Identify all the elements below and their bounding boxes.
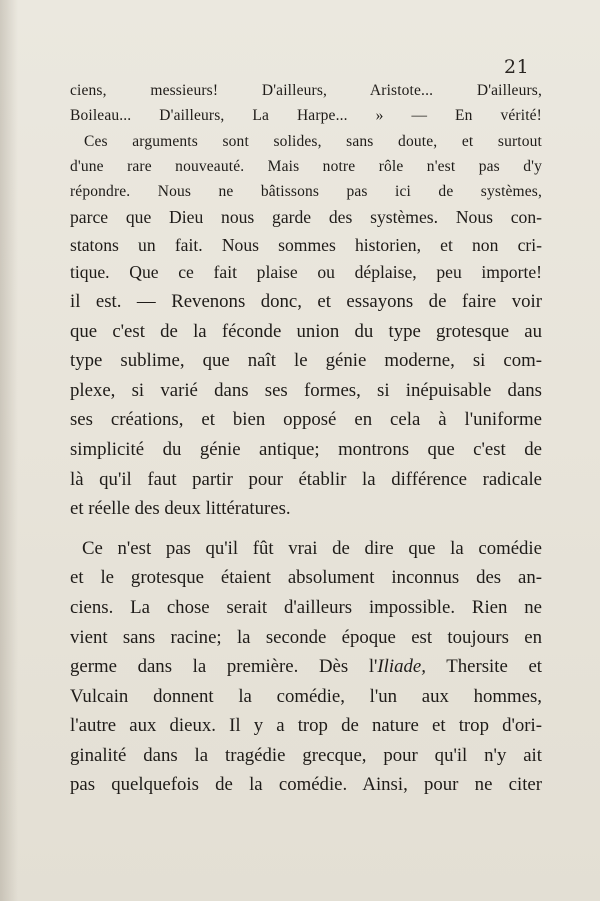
paragraph-gap — [70, 524, 542, 534]
text-section-upper — [70, 78, 542, 204]
text-line: il est. — Revenons donc, et essayons de faire voir — [70, 290, 542, 312]
paragraph-start-line: Ce n'est pas qu'il fût vrai de dire que la comédie — [82, 537, 542, 559]
page-number: 21 — [504, 56, 530, 78]
text-section-lower — [70, 287, 542, 800]
text-line: simplicité du génie antique; montrons que c'est de — [70, 438, 542, 460]
text-line: ses créations, et bien opposé en cela à l'uniforme — [70, 409, 542, 431]
text-line: ciens, messieurs! D'ailleurs, Aristote... D'ailleurs, — [70, 82, 542, 99]
text-line: vient sans racine; la seconde époque est toujours en — [70, 626, 542, 648]
text-line: l'autre aux dieux. Il y a trop de nature et trop d'ori- — [70, 715, 542, 737]
paragraph-end-line: et réelle des deux littératures. — [70, 498, 291, 520]
text-line: pas quelquefois de la comédie. Ainsi, pour ne citer — [70, 774, 542, 796]
text-section-middle — [70, 204, 542, 287]
text-line: là qu'il faut partir pour établir la différence radicale — [70, 468, 542, 490]
italic-title-iliade: Iliade, — [377, 656, 426, 678]
text-line: Boileau... D'ailleurs, La Harpe... » — En vérité! — [70, 107, 542, 125]
text-line: ciens. La chose serait d'ailleurs impossible. Rien ne — [70, 596, 542, 618]
text-line: statons un fait. Nous sommes historien, et non cri- — [70, 234, 542, 255]
text-line: d'une rare nouveauté. Mais notre rôle n'est pas d'y — [70, 157, 542, 175]
body-text — [70, 78, 542, 800]
text-line: répondre. Nous ne bâtissons pas ici de systèmes, — [70, 183, 542, 201]
text-line-with-italic — [70, 652, 542, 682]
text-line: et le grotesque étaient absolument inconnus des an- — [70, 567, 542, 589]
text-line: type sublime, que naît le génie moderne, si com- — [70, 350, 542, 372]
text-segment: Thersite et — [425, 656, 542, 678]
text-line: parce que Dieu nous garde des systèmes. Nous con- — [70, 207, 542, 228]
text-line: plexe, si varié dans ses formes, si inépuisable dans — [70, 379, 542, 401]
text-segment: germe dans la première. Dès l' — [70, 656, 378, 678]
text-line: Vulcain donnent la comédie, l'un aux hommes, — [70, 685, 542, 707]
text-line: tique. Que ce fait plaise ou déplaise, peu importe! — [70, 262, 542, 283]
text-line: ginalité dans la tragédie grecque, pour qu'il n'y ait — [70, 744, 542, 766]
text-line: Ces arguments sont solides, sans doute, et surtout — [84, 132, 542, 150]
page-gutter-shadow — [0, 0, 18, 901]
text-line: que c'est de la féconde union du type grotesque au — [70, 320, 542, 342]
